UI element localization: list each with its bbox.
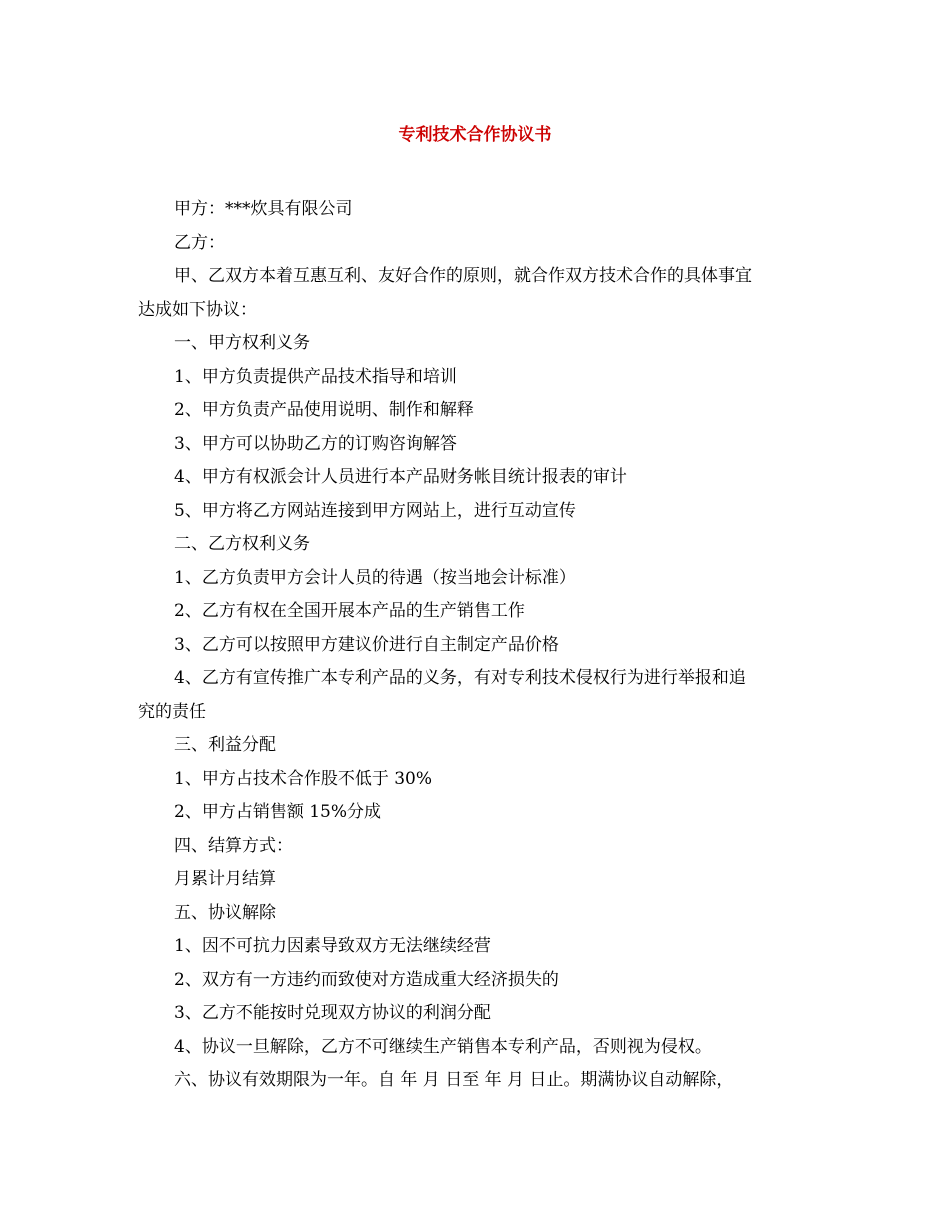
section-2-item-4-line-1: 4、乙方有宣传推广本专利产品的义务，有对专利技术侵权行为进行举报和追 bbox=[174, 668, 746, 688]
section-1-heading: 一、甲方权利义务 bbox=[174, 333, 310, 353]
section-5-item-3: 3、乙方不能按时兑现双方协议的利润分配 bbox=[174, 1003, 491, 1023]
section-5-item-2: 2、双方有一方违约而致使对方造成重大经济损失的 bbox=[174, 969, 559, 990]
party-a-line: 甲方：***炊具有限公司 bbox=[174, 199, 353, 219]
section-4-heading: 四、结算方式： bbox=[174, 835, 293, 856]
section-5-item-1: 1、因不可抗力因素导致双方无法继续经营 bbox=[174, 936, 491, 956]
section-1-item-1: 1、甲方负责提供产品技术指导和培训 bbox=[174, 366, 457, 387]
section-5-heading: 五、协议解除 bbox=[174, 902, 276, 923]
section-4-text: 月累计月结算 bbox=[174, 869, 276, 889]
preamble-line-2: 达成如下协议： bbox=[138, 299, 257, 320]
section-2-item-2: 2、乙方有权在全国开展本产品的生产销售工作 bbox=[174, 601, 525, 621]
section-1-item-4: 4、甲方有权派会计人员进行本产品财务帐目统计报表的审计 bbox=[174, 467, 627, 487]
document-body bbox=[138, 193, 828, 1098]
section-3-item-2: 2、甲方占销售额 15%分成 bbox=[174, 802, 382, 822]
section-1-item-3: 3、甲方可以协助乙方的订购咨询解答 bbox=[174, 433, 457, 454]
section-3-item-1: 1、甲方占技术合作股不低于 30% bbox=[174, 768, 433, 789]
section-3-heading: 三、利益分配 bbox=[174, 735, 276, 755]
section-2-item-1: 1、乙方负责甲方会计人员的待遇（按当地会计标准） bbox=[174, 567, 576, 588]
section-2-item-4-line-2: 究的责任 bbox=[138, 701, 206, 722]
section-1-item-5: 5、甲方将乙方网站连接到甲方网站上，进行互动宣传 bbox=[174, 500, 576, 521]
party-b-line: 乙方： bbox=[174, 232, 225, 253]
section-2-item-3: 3、乙方可以按照甲方建议价进行自主制定产品价格 bbox=[174, 634, 559, 655]
section-5-item-4: 4、协议一旦解除，乙方不可继续生产销售本专利产品，否则视为侵权。 bbox=[174, 1036, 712, 1057]
section-6-line: 六、协议有效期限为一年。自 年 月 日至 年 月 日止。期满协议自动解除， bbox=[174, 1070, 734, 1090]
document-title: 专利技术合作协议书 bbox=[398, 125, 552, 145]
section-2-heading: 二、乙方权利义务 bbox=[174, 534, 310, 554]
preamble-line-1: 甲、乙双方本着互惠互利、友好合作的原则，就合作双方技术合作的具体事宜 bbox=[174, 266, 752, 286]
section-1-item-2: 2、甲方负责产品使用说明、制作和解释 bbox=[174, 400, 474, 420]
